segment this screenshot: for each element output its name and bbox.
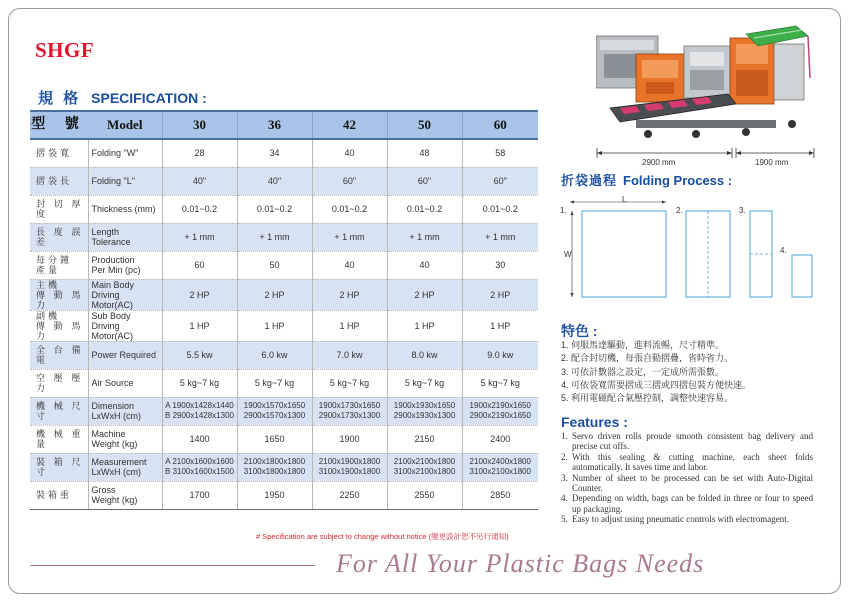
spec-header-row [30,111,538,139]
fold-step-1: 1. [560,206,567,215]
spec-title [38,87,207,108]
table-row [30,167,538,195]
spec-table [30,110,538,510]
table-row [30,453,538,481]
row-label-en: Dimension LxWxH (cm) [88,397,162,425]
table-cell: 40 [387,251,462,279]
fold-step-2: 2. [676,206,683,215]
table-cell: + 1 mm [387,223,462,251]
table-cell: 1900x1930x1650 2900x1930x1300 [387,397,462,425]
table-cell: 2100x1900x1800 3100x1900x1800 [312,453,387,481]
feature-zh-item: 3. 可依計數器之設定，一定成所需張數。 [561,366,725,377]
row-label-en: Measurement LxWxH (cm) [88,453,162,481]
slogan-rule [30,565,315,566]
table-cell: 2100x2400x1800 3100x2100x1800 [462,453,538,481]
row-label-zh: 裝箱尺寸 [30,453,88,481]
table-cell: 1 HP [462,310,538,341]
dimension-a: 2900 mm [642,158,676,167]
features-zh-title: 特色 : [561,323,598,339]
table-cell: 5 kg~7 kg [312,369,387,397]
row-label-en: Gross Weight (kg) [88,481,162,509]
folding-title-zh: 折袋過程 [561,173,618,188]
table-cell: 1900x2190x1650 2900x2190x1650 [462,397,538,425]
table-cell: 1700 [162,481,237,509]
feature-en-item [561,493,813,514]
table-cell: A 1900x1428x1440 B 2900x1428x1300 [162,397,237,425]
row-label-zh: 摺袋寬 [30,139,88,167]
table-cell: 1400 [162,425,237,453]
header-model-60: 60 [462,111,538,139]
machine-illustration [596,24,816,150]
table-row [30,279,538,310]
header-model-36: 36 [237,111,312,139]
table-cell: 9.0 kw [462,341,538,369]
table-cell: 1 HP [237,310,312,341]
folding-title [561,170,732,189]
feature-zh-item: 2. 配合封切機，每張自動摺疊，省時省力。 [561,353,734,364]
table-cell: 60" [312,167,387,195]
row-label-zh: 摺袋長 [30,167,88,195]
fold-step-3: 3. [739,206,746,215]
row-label-zh: 裝箱重 [30,481,88,509]
table-cell: 0.01~0.2 [312,195,387,223]
table-cell: 2850 [462,481,538,509]
folding-diagram [558,195,818,305]
table-row [30,251,538,279]
dimension-b: 1900 mm [755,158,789,167]
feature-en-text: Number of sheet to be processed can be set with Auto-Digital Counter. [572,472,813,494]
row-label-en: Power Required [88,341,162,369]
dimension-lines [596,148,816,158]
feature-en-item [561,431,813,452]
features-en-title: Features : [561,414,628,430]
table-cell: 1900 [312,425,387,453]
table-cell: + 1 mm [462,223,538,251]
table-cell: 40" [162,167,237,195]
table-cell: 7.0 kw [312,341,387,369]
table-cell: 5 kg~7 kg [462,369,538,397]
table-cell: 2250 [312,481,387,509]
table-cell: 28 [162,139,237,167]
folding-title-en: Folding Process : [623,173,733,188]
feature-en-item [561,452,813,473]
feature-en-number: 2. [561,451,568,462]
table-row [30,223,538,251]
table-row [30,139,538,167]
table-cell: 48 [387,139,462,167]
table-cell: + 1 mm [237,223,312,251]
table-cell: 1 HP [162,310,237,341]
feature-en-item [561,473,813,494]
table-cell: 30 [462,251,538,279]
table-cell: 5.5 kw [162,341,237,369]
table-cell: 0.01~0.2 [237,195,312,223]
table-cell: 1650 [237,425,312,453]
feature-en-item [561,514,813,524]
table-cell: 8.0 kw [387,341,462,369]
table-cell: 0.01~0.2 [387,195,462,223]
row-label-en: Main Body Driving Motor(AC) [88,279,162,310]
table-row [30,425,538,453]
feature-zh-item: 1. 伺服馬達驅動，進料流暢，尺寸精準。 [561,340,725,350]
table-cell: 2 HP [312,279,387,310]
feature-en-text: Depending on width, bags can be folded in three or four to speed up packaging. [572,493,813,514]
table-row [30,310,538,341]
table-cell: 60" [387,167,462,195]
table-cell: 34 [237,139,312,167]
feature-zh-item: 4. 可依袋寬需要摺成三摺或四摺包裝方便快速。 [561,379,752,390]
row-label-zh: 長度誤差 [30,223,88,251]
row-label-zh: 機械重量 [30,425,88,453]
feature-en-text: Easy to adjust using pneumatic controls with electromagent. [572,514,789,525]
row-label-en: Folding "W" [88,139,162,167]
spec-title-zh: 規 格 [38,90,82,107]
feature-en-number: 5. [561,514,568,525]
table-cell: 2100x2100x1800 3100x2100x1800 [387,453,462,481]
table-cell: 5 kg~7 kg [387,369,462,397]
table-row [30,481,538,509]
header-model-42: 42 [312,111,387,139]
feature-en-text: Servo driven rolls proude smooth consistent bag delivery and precise cut offs. [572,431,813,452]
row-label-en: Length Tolerance [88,223,162,251]
fold-label-w: W [564,250,572,259]
table-cell: 1900x1730x1650 2900x1730x1300 [312,397,387,425]
feature-en-number: 1. [561,431,568,441]
table-cell: 60 [162,251,237,279]
table-cell: 40 [312,251,387,279]
feature-en-number: 3. [561,472,568,483]
row-label-zh: 主機 傳動馬力 [30,279,88,310]
table-cell: 40" [237,167,312,195]
table-row [30,341,538,369]
feature-zh-item: 5. 利用電磁配合氣壓控制，調整快速容易。 [561,393,734,404]
fold-label-l: L [622,195,627,204]
table-cell: + 1 mm [312,223,387,251]
row-label-en: Folding "L" [88,167,162,195]
table-cell: 2 HP [237,279,312,310]
spec-title-en: SPECIFICATION : [91,90,207,106]
header-model-50: 50 [387,111,462,139]
table-cell: 1900x1570x1650 2900x1570x1300 [237,397,312,425]
feature-en-text: With this sealing & cutting machine, each sheet folds automatically. It saves time and labor. [572,451,813,473]
row-label-zh: 每分鐘 產量 [30,251,88,279]
table-cell: 0.01~0.2 [162,195,237,223]
row-label-en: Air Source [88,369,162,397]
table-cell: 1 HP [312,310,387,341]
table-cell: 6.0 kw [237,341,312,369]
table-cell: 1950 [237,481,312,509]
header-model-zh: 型 號 [30,111,88,139]
row-label-en: Production Per Min (pc) [88,251,162,279]
table-cell: 50 [237,251,312,279]
row-label-zh: 封切厚度 [30,195,88,223]
table-cell: 2 HP [462,279,538,310]
table-cell: A 2100x1600x1600 B 3100x1600x1500 [162,453,237,481]
spec-note: # Specification are subject to change without notice (變更設計恕不另行通知) [256,532,509,541]
table-cell: 2100x1800x1800 3100x1800x1800 [237,453,312,481]
table-cell: 58 [462,139,538,167]
row-label-en: Thickness (mm) [88,195,162,223]
row-label-zh: 副機 傳動馬力 [30,310,88,341]
table-cell: 60" [462,167,538,195]
row-label-en: Machine Weight (kg) [88,425,162,453]
table-cell: + 1 mm [162,223,237,251]
slogan: For All Your Plastic Bags Needs [336,549,705,578]
table-cell: 1 HP [387,310,462,341]
table-cell: 2 HP [162,279,237,310]
header-model-en: Model [88,111,162,139]
header-model-30: 30 [162,111,237,139]
features-zh-list [561,339,831,405]
row-label-zh: 全台備電 [30,341,88,369]
row-label-zh: 空壓壓力 [30,369,88,397]
table-cell: 40 [312,139,387,167]
table-cell: 5 kg~7 kg [237,369,312,397]
brand-logo: SHGF [35,38,95,62]
table-cell: 2550 [387,481,462,509]
table-cell: 5 kg~7 kg [162,369,237,397]
row-label-zh: 機械尺寸 [30,397,88,425]
table-cell: 2150 [387,425,462,453]
table-cell: 0.01~0.2 [462,195,538,223]
table-cell: 2 HP [387,279,462,310]
fold-step-4: 4. [780,246,787,255]
feature-en-number: 4. [561,493,568,504]
table-row [30,397,538,425]
table-row [30,195,538,223]
row-label-en: Sub Body Driving Motor(AC) [88,310,162,341]
table-cell: 2400 [462,425,538,453]
features-en-list [561,431,813,525]
table-row [30,369,538,397]
